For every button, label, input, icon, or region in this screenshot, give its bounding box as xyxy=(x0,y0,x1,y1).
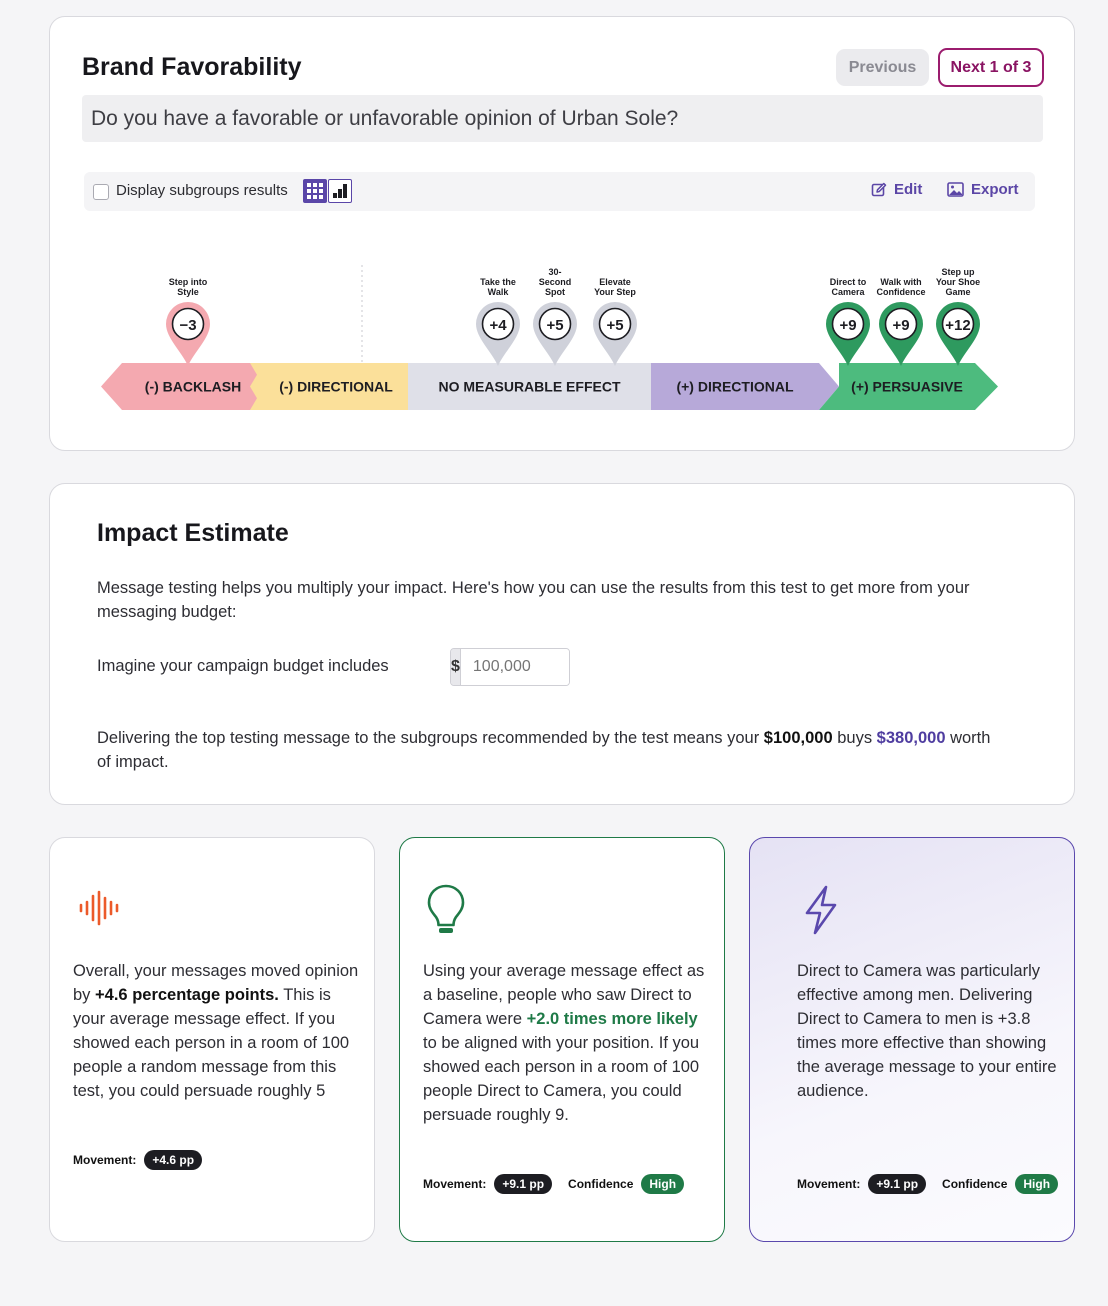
export-button[interactable] xyxy=(947,181,1019,198)
subgroup-effect-card xyxy=(749,837,1075,1242)
marker-label: Step into xyxy=(168,277,208,287)
result-value: $380,000 xyxy=(876,729,946,747)
impact-description: Message testing helps you multiply your impact. Here's how you can use the results from this test to get more from your messaging budget: xyxy=(97,579,970,621)
marker-label: Game xyxy=(945,287,971,297)
marker-label: Second xyxy=(538,277,572,287)
message-marker xyxy=(166,277,210,366)
scale-zone-label: (+) PERSUASIVE xyxy=(851,378,963,395)
stat-description: Using your average message effect as a baseline, people who saw Direct to Camera were +2.0 times more likely to be aligned with your position. If you showed each person in a room of 100 people Direct to Camera, you could persuade roughly 9. xyxy=(423,962,705,1124)
confidence-label: Confidence xyxy=(568,1177,634,1191)
marker-label: Direct to xyxy=(829,277,867,287)
marker-label: Walk with xyxy=(880,277,922,287)
stat-description: Overall, your messages moved opinion by +4.6 percentage points. This is your average message effect. If you showed each person in a room of 100 people a random message from this test, you could persuade roughly 5 xyxy=(73,962,359,1100)
stat-meta xyxy=(73,1150,202,1170)
lightbulb-icon xyxy=(426,883,466,942)
subgroups-label: Display subgroups results xyxy=(116,182,288,199)
stat-highlight: +4.6 percentage points. xyxy=(95,986,279,1004)
effect-scale xyxy=(50,247,1076,447)
movement-label: Movement: xyxy=(797,1177,861,1191)
survey-question: Do you have a favorable or unfavorable opinion of Urban Sole? xyxy=(82,95,1043,142)
marker-label: Confidence xyxy=(876,287,926,297)
average-effect-card xyxy=(49,837,375,1242)
marker-value: +5 xyxy=(606,317,624,334)
message-marker xyxy=(936,267,980,366)
marker-value: −3 xyxy=(179,317,197,334)
message-marker xyxy=(533,267,577,366)
scale-zone-label: NO MEASURABLE EFFECT xyxy=(438,378,621,395)
brand-favorability-card xyxy=(49,16,1075,451)
message-marker xyxy=(876,277,925,366)
results-toolbar xyxy=(84,172,1035,211)
currency-prefix: $ xyxy=(451,649,461,685)
stat-meta xyxy=(797,1174,1058,1194)
result-text: Delivering the top testing message to the subgroups recommended by the test means your xyxy=(97,729,760,747)
marker-value: +4 xyxy=(489,317,507,334)
movement-label: Movement: xyxy=(73,1153,137,1167)
impact-estimate-card xyxy=(49,483,1075,805)
edit-icon xyxy=(871,182,887,198)
stat-description: Direct to Camera was particularly effective among men. Delivering Direct to Camera to men is +3.8 times more effective than showing the average message to your entire audience. xyxy=(797,962,1057,1100)
marker-label: Spot xyxy=(545,287,565,297)
marker-label: Camera xyxy=(831,287,865,297)
marker-value: +9 xyxy=(839,317,857,334)
budget-field xyxy=(450,648,570,686)
result-budget: $100,000 xyxy=(763,729,833,747)
movement-badge: +4.6 pp xyxy=(144,1150,202,1170)
scale-zone-label: (-) BACKLASH xyxy=(144,378,242,395)
result-text: worth of impact. xyxy=(97,729,991,771)
confidence-badge: High xyxy=(641,1174,684,1194)
movement-badge: +9.1 pp xyxy=(868,1174,926,1194)
message-marker xyxy=(593,277,637,366)
marker-label: Your Step xyxy=(594,287,636,297)
stat-highlight: +2.0 times more likely xyxy=(526,1010,698,1028)
lightning-icon xyxy=(802,884,840,941)
marker-label: 30- xyxy=(548,267,562,277)
result-text: buys xyxy=(837,729,873,747)
table-view-icon[interactable] xyxy=(303,179,327,203)
edit-button[interactable] xyxy=(871,181,922,198)
image-icon xyxy=(947,182,964,197)
marker-label: Walk xyxy=(487,287,509,297)
marker-label: Take the xyxy=(480,277,516,287)
export-label: Export xyxy=(971,181,1019,198)
previous-button[interactable]: Previous xyxy=(836,49,929,86)
chart-view-icon[interactable] xyxy=(328,179,352,203)
section-title: Brand Favorability xyxy=(82,53,302,81)
message-marker xyxy=(476,277,520,366)
budget-label: Imagine your campaign budget includes xyxy=(97,657,389,675)
marker-label: Elevate xyxy=(599,277,631,287)
confidence-label: Confidence xyxy=(942,1177,1008,1191)
subgroups-checkbox[interactable] xyxy=(93,184,109,200)
confidence-badge: High xyxy=(1015,1174,1058,1194)
movement-label: Movement: xyxy=(423,1177,487,1191)
impact-result xyxy=(97,726,997,774)
marker-label: Step up xyxy=(941,267,975,277)
movement-badge: +9.1 pp xyxy=(494,1174,552,1194)
marker-value: +12 xyxy=(945,317,971,334)
marker-value: +5 xyxy=(546,317,564,334)
edit-label: Edit xyxy=(894,181,923,198)
scale-zone-label: (-) DIRECTIONAL xyxy=(279,378,393,395)
audio-wave-icon xyxy=(78,888,122,933)
stat-meta xyxy=(423,1174,684,1194)
marker-value: +9 xyxy=(892,317,910,334)
top-message-card xyxy=(399,837,725,1242)
scale-zone-label: (+) DIRECTIONAL xyxy=(676,378,794,395)
marker-label: Style xyxy=(177,287,199,297)
next-button[interactable]: Next 1 of 3 xyxy=(938,48,1044,87)
marker-label: Your Shoe xyxy=(935,277,981,287)
section-title: Impact Estimate xyxy=(97,519,289,547)
budget-input[interactable] xyxy=(461,649,570,685)
message-marker xyxy=(826,277,870,366)
